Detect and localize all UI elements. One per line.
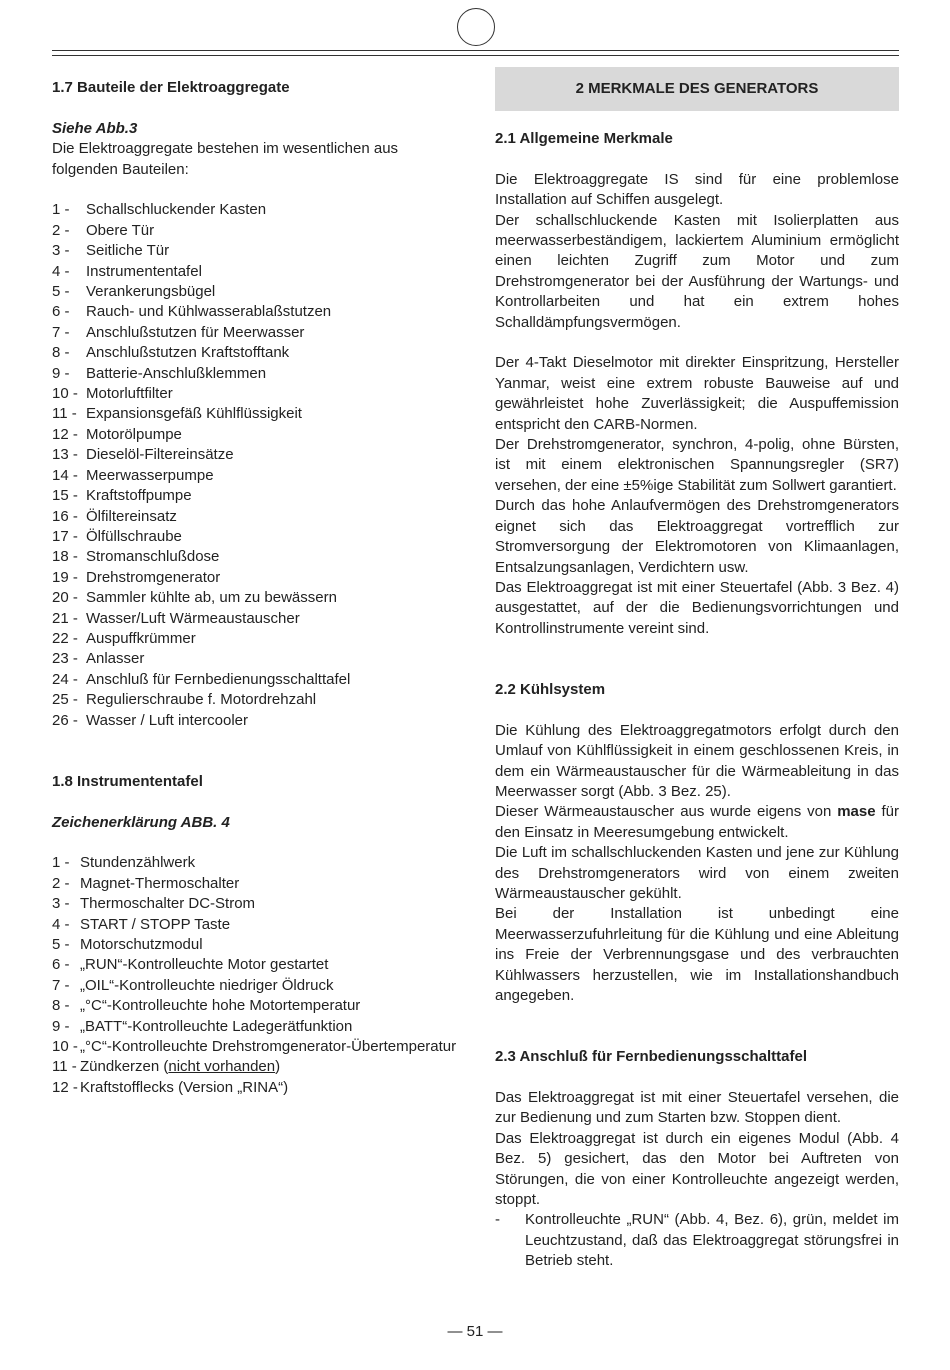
list-item — [52, 649, 462, 669]
list-item-number: 12 - — [52, 425, 78, 443]
list-item — [52, 1017, 462, 1037]
list-item — [52, 609, 462, 629]
list-item — [52, 262, 462, 282]
header-rule-thin — [52, 55, 899, 56]
list-item-text: Magnet-Thermoschalter — [80, 874, 240, 892]
list-item-text: Anschlußstutzen für Meerwasser — [86, 323, 305, 341]
list-item — [52, 282, 462, 302]
section-1-7-intro: Die Elektroaggregate bestehen im wesentlichen aus folgenden Bauteilen: — [52, 140, 399, 178]
list-item — [52, 425, 462, 445]
list-item-text: Wasser/Luft Wärmeaustauscher — [86, 609, 300, 627]
list-item-number: 21 - — [52, 609, 78, 627]
list-item-number: 3 - — [52, 895, 70, 913]
list-item-text: Kraftstofflecks (Version „RINA“) — [80, 1078, 289, 1096]
list-item-number: 2 - — [52, 874, 70, 892]
list-item-text: „RUN“-Kontrolleuchte Motor gestartet — [80, 956, 329, 974]
list-item-number: 4 - — [52, 915, 70, 933]
component-list — [52, 200, 462, 731]
list-item-text: Drehstromgenerator — [86, 568, 221, 586]
list-item — [52, 547, 462, 567]
list-item-text: Instrumententafel — [86, 262, 202, 280]
list-item-number: 23 - — [52, 650, 78, 668]
paragraph: Durch das hohe Anlaufvermögen des Drehstromgenerators eignet sich das Elektroaggregat vortrefflich zur Stromversorgung der Elektromotoren von Klimaanlagen, Entsalzungsanlagen, Verdichtern usw. — [495, 497, 899, 576]
bullet-dash: - — [495, 1211, 500, 1229]
paragraph: Dieser Wärmeaustauscher aus wurde eigens von mase für den Einsatz in Meeresumgebung entwickelt. — [495, 803, 899, 841]
list-item-number: 6 - — [52, 303, 70, 321]
list-item-number: 10 - — [52, 1038, 78, 1055]
section-2-3-title: 2.3 Anschluß für Fernbedienungsschalttafel — [495, 1048, 807, 1066]
list-item-number: 18 - — [52, 548, 78, 566]
list-item-number: 24 - — [52, 670, 78, 688]
list-item-number: 2 - — [52, 221, 70, 239]
list-item-text: „BATT“-Kontrolleuchte Ladegerätfunktion — [80, 1017, 353, 1035]
list-item-text: Stundenzählwerk — [80, 854, 196, 872]
list-item — [52, 466, 462, 486]
list-item-text: Seitliche Tür — [86, 242, 170, 260]
list-item-text: Regulierschraube f. Motordrehzahl — [86, 691, 317, 709]
list-item-number: 26 - — [52, 711, 78, 729]
list-item-number: 13 - — [52, 446, 78, 464]
list-item — [52, 384, 462, 404]
list-item-number: 11 - — [52, 405, 77, 423]
page-header-circle — [457, 8, 495, 46]
paragraph: Der Drehstromgenerator, synchron, 4-polig, ohne Bürsten, ist mit einem elektronischen Spannungsregler (SR7) versehen, der eine ±5%ige Stabilität zum Sollwert garantiert. — [495, 436, 899, 494]
list-item-text: Thermoschalter DC-Strom — [80, 895, 256, 913]
list-item-number: 3 - — [52, 242, 70, 260]
list-item-text: „°C“-Kontrolleuchte Drehstromgenerator-Übertemperatur — [80, 1038, 457, 1055]
list-item-text: Stromanschlußdose — [86, 548, 220, 566]
list-item — [52, 588, 462, 608]
list-item — [52, 568, 462, 588]
chapter-2-heading-box — [495, 67, 899, 111]
list-item-number: 16 - — [52, 507, 78, 525]
list-item — [52, 935, 462, 955]
list-item — [52, 302, 462, 322]
list-item-text: Kraftstoffpumpe — [86, 487, 192, 505]
list-item-text: Sammler kühlte ab, um zu bewässern — [86, 589, 337, 607]
list-item-number: 14 - — [52, 466, 78, 484]
paragraph: Bei der Installation ist unbedingt eine Meerwasserzufuhrleitung für die Kühlung und eine Ableitung ins Freie der Verbrennungsgase und des verbrauchten Kühlwassers herzustellen, wie im Installationshandbuch angegeben. — [495, 905, 899, 1004]
list-item-text: Anschluß für Fernbedienungsschalttafel — [86, 670, 351, 688]
list-item-number: 1 - — [52, 854, 70, 872]
chapter-2-title: 2 MERKMALE DES GENERATORS — [575, 79, 819, 97]
list-item — [52, 629, 462, 649]
list-item-text: „OIL“-Kontrolleuchte niedriger Öldruck — [80, 976, 334, 994]
paragraph: Das Elektroaggregat ist mit einer Steuertafel versehen, die zur Bedienung und zum Starten bzw. Stoppen dient. — [495, 1088, 899, 1127]
list-item — [52, 976, 462, 996]
list-item — [52, 364, 462, 384]
paragraph: Die Luft im schallschluckenden Kasten und jene zur Kühlung des Drehstromgenerators wird von einem zweiten Wärmeaustauscher gekühlt. — [495, 844, 899, 902]
list-item — [52, 1078, 462, 1098]
list-item — [52, 343, 462, 363]
list-item-text: Rauch- und Kühlwasserablaßstutzen — [86, 303, 332, 321]
section-1-7-title: 1.7 Bauteile der Elektroaggregate — [52, 79, 290, 96]
list-item-number: 15 - — [52, 487, 78, 505]
list-item-number: 8 - — [52, 997, 70, 1015]
list-item-text: Obere Tür — [86, 221, 155, 239]
list-item — [52, 894, 462, 914]
list-item — [52, 200, 462, 220]
section-1-8-title: 1.8 Instrumententafel — [52, 772, 203, 790]
list-item-number: 6 - — [52, 956, 70, 974]
section-2-2-title: 2.2 Kühlsystem — [495, 680, 606, 698]
list-item-number: 8 - — [52, 344, 70, 362]
list-item-number: 12 - — [52, 1078, 78, 1096]
list-item — [52, 527, 462, 547]
list-item-text: Expansionsgefäß Kühlflüssigkeit — [86, 405, 302, 423]
list-item — [52, 241, 462, 261]
page-number: — 51 — — [447, 1323, 503, 1340]
list-item — [52, 853, 462, 873]
list-item — [52, 221, 462, 241]
paragraph: Der schallschluckende Kasten mit Isolierplatten aus meerwasserbeständigem, lackiertem Aluminium ermöglicht einen leichten Zugriff zum Motor und zum Drehstromgenerator bei der Ausführung der Wartungs- und Kontrollarbeiten und hat ein extrem hohes Schalldämpfungsvermögen. — [495, 211, 899, 331]
list-item-number: 5 - — [52, 283, 70, 301]
list-item — [52, 996, 462, 1016]
paragraph: Das Elektroaggregat ist durch ein eigenes Modul (Abb. 4 Bez. 5) gesichert, das den Motor bei Auftreten von Störungen, die von einer Kontrolleuchte angezeigt werden, stoppt. — [495, 1129, 899, 1208]
right-column — [495, 78, 899, 1272]
list-item-number: 20 - — [52, 589, 78, 607]
instrument-list — [52, 853, 462, 1057]
list-item-number: 9 - — [52, 364, 70, 382]
list-item-text: Anlasser — [86, 650, 145, 668]
bullet-item — [495, 1210, 899, 1271]
bullet-text: Kontrolleuchte „RUN“ (Abb. 4, Bez. 6), grün, meldet im Leuchtzustand, daß das Elektroaggregat störungsfrei in Betrieb steht. — [525, 1211, 899, 1270]
list-item-text: Schallschluckender Kasten — [86, 201, 267, 219]
paragraph: Die Kühlung des Elektroaggregatmotors erfolgt durch den Umlauf von Kühlflüssigkeit in einem geschlossenen Kreis, in dem ein Wärmeaustauscher für die Wärmeableitung in das Meerwasser sorgt (Abb. 3 Bez. 25). — [495, 721, 899, 800]
list-item-text: Batterie-Anschlußklemmen — [86, 364, 267, 382]
list-item — [52, 1037, 462, 1057]
list-item-text: Ölfüllschraube — [86, 527, 182, 545]
list-item-number: 4 - — [52, 262, 70, 280]
list-item-text: START / STOPP Taste — [80, 915, 231, 933]
list-item — [52, 955, 462, 975]
list-item — [52, 507, 462, 527]
list-item-number: 5 - — [52, 935, 70, 953]
list-item-text: Anschlußstutzen Kraftstofftank — [86, 344, 290, 362]
list-item-number: 9 - — [52, 1017, 70, 1035]
list-item-text: Zündkerzen (nicht vorhanden) — [80, 1058, 281, 1076]
list-item-text: Motorluftfilter — [86, 385, 173, 403]
list-item-text: „°C“-Kontrolleuchte hohe Motortemperatur — [80, 997, 361, 1015]
list-item — [52, 1057, 462, 1077]
list-item — [52, 486, 462, 506]
list-item — [52, 323, 462, 343]
header-rule — [52, 50, 899, 51]
list-item-number: 11 - — [52, 1058, 77, 1076]
section-1-7-reference: Siehe Abb.3 — [52, 119, 138, 137]
paragraph: Das Elektroaggregat ist mit einer Steuertafel (Abb. 3 Bez. 4) ausgestattet, auf der die Bedienungsvorrichtungen und Kontrollinstrumente vereint sind. — [495, 578, 899, 637]
list-item — [52, 874, 462, 894]
list-item-text: Meerwasserpumpe — [86, 466, 214, 484]
list-item-text: Auspuffkrümmer — [86, 629, 196, 647]
list-item-number: 19 - — [52, 568, 78, 586]
list-item — [52, 915, 462, 935]
list-item-number: 1 - — [52, 201, 70, 219]
list-item — [52, 445, 462, 465]
left-column — [52, 78, 462, 1098]
list-item-number: 17 - — [52, 527, 78, 545]
list-item-text: Dieselöl-Filtereinsätze — [86, 446, 234, 464]
list-item-text: Motorschutzmodul — [80, 935, 203, 953]
list-item-text: Ölfiltereinsatz — [86, 507, 177, 525]
list-item — [52, 711, 462, 731]
section-2-1-title: 2.1 Allgemeine Merkmale — [495, 130, 673, 147]
paragraph: Die Elektroaggregate IS sind für eine problemlose Installation auf Schiffen ausgelegt. — [495, 170, 899, 209]
paragraph: Der 4-Takt Dieselmotor mit direkter Einspritzung, Hersteller Yanmar, weist eine extrem robuste Bauweise auf und gewährleistet hohe Zuverlässigkeit; die Auspuffemission entspricht den CARB-Normen. — [495, 354, 899, 433]
list-item-number: 25 - — [52, 691, 78, 709]
list-item-text: Wasser / Luft intercooler — [86, 711, 249, 729]
list-item-number: 22 - — [52, 629, 78, 647]
list-item-text: Motorölpumpe — [86, 425, 182, 443]
list-item-number: 10 - — [52, 385, 78, 403]
list-item-text: Verankerungsbügel — [86, 283, 216, 301]
list-item — [52, 670, 462, 690]
list-item — [52, 404, 462, 424]
section-1-8-reference: Zeichenerklärung ABB. 4 — [52, 813, 230, 831]
list-item-number: 7 - — [52, 976, 70, 994]
list-item-number: 7 - — [52, 323, 70, 341]
list-item — [52, 690, 462, 710]
